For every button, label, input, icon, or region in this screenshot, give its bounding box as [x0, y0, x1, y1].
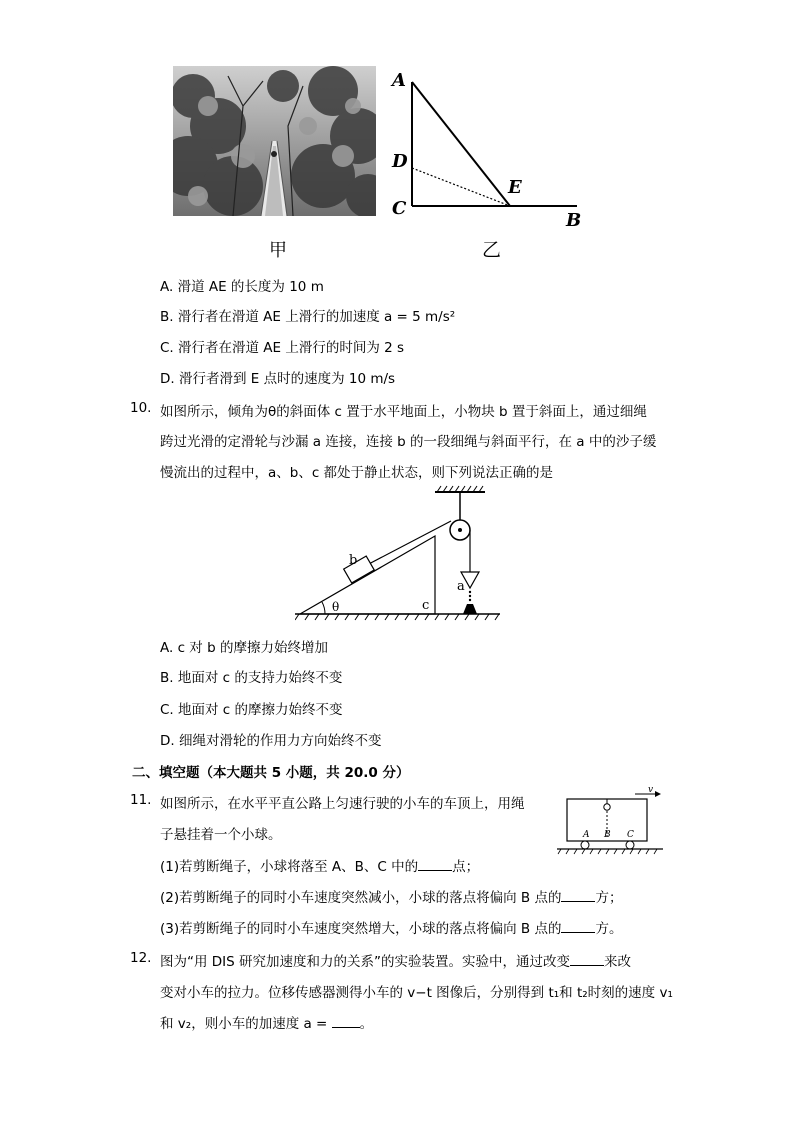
q11-sub-3: (3)若剪断绳子的同时小车速度突然增大，小球的落点将偏向 B 点的 方。	[160, 921, 623, 937]
q9-option-c: C. 滑行者在滑道 AE 上滑行的时间为 2 s	[160, 340, 405, 356]
photo-slide-figure	[173, 66, 376, 216]
figure-label-yi: 乙	[482, 239, 502, 261]
cart-figure	[555, 784, 665, 856]
q12-line-2: 变对小车的拉力。位移传感器测得小车的 v−t 图像后，分别得到 t₁和 t₂时刻的速度 v₁	[160, 985, 673, 1001]
label-c: c	[422, 598, 430, 613]
q12-line-1: 图为“用 DIS 研究加速度和力的关系”的实验装置。实验中，通过改变 来改	[160, 954, 632, 970]
figure-label-jia: 甲	[269, 240, 287, 261]
q10-number: 10.	[130, 400, 152, 416]
label-a: a	[457, 579, 465, 594]
q10-option-a: A. c 对 b 的摩擦力始终增加	[160, 640, 328, 656]
q10-line-2: 跨过光滑的定滑轮与沙漏 a 连接，连接 b 的一段细绳与斜面平行，在 a 中的沙子缓	[160, 434, 657, 450]
q11-number: 11.	[130, 792, 152, 808]
incline-pulley-figure	[295, 484, 505, 624]
q11-sub-2: (2)若剪断绳子的同时小车速度突然减小，小球的落点将偏向 B 点的 方；	[160, 890, 623, 906]
label-b: b	[349, 553, 358, 568]
answer-blank-3[interactable]	[561, 920, 595, 933]
point-label-a: A	[392, 70, 406, 91]
point-label-e: E	[508, 177, 522, 198]
slide-geometry-figure	[385, 60, 595, 265]
label-theta: θ	[332, 600, 340, 614]
section-title: 二、填空题（本大题共 5 小题，共 20.0 分）	[132, 765, 410, 781]
q10-option-d: D. 细绳对滑轮的作用力方向始终不变	[160, 733, 382, 749]
point-label-b: B	[566, 210, 582, 231]
answer-blank-2[interactable]	[561, 889, 595, 902]
q10-option-b: B. 地面对 c 的支持力始终不变	[160, 670, 343, 686]
q9-option-b: B. 滑行者在滑道 AE 上滑行的加速度 a = 5 m/s²	[160, 309, 456, 325]
q9-option-d: D. 滑行者滑到 E 点时的速度为 10 m/s	[160, 371, 396, 387]
q10-option-c: C. 地面对 c 的摩擦力始终不变	[160, 702, 343, 718]
q12-number: 12.	[130, 950, 152, 966]
label-v: v	[648, 785, 654, 795]
answer-blank-4[interactable]	[570, 953, 604, 966]
q11-line-1: 如图所示，在水平平直公路上匀速行驶的小车的车顶上，用绳	[160, 796, 525, 812]
answer-blank-1[interactable]	[418, 858, 452, 871]
point-label-c: C	[392, 198, 407, 219]
q10-line-3: 慢流出的过程中，a、b、c 都处于静止状态，则下列说法正确的是	[160, 465, 554, 481]
label-b-point: B	[604, 830, 611, 840]
point-label-d: D	[392, 151, 408, 172]
q11-line-2: 子悬挂着一个小球。	[160, 827, 282, 843]
q9-option-a: A. 滑道 AE 的长度为 10 m	[160, 279, 324, 295]
q11-sub-1: (1)若剪断绳子，小球将落至 A、B、C 中的 点；	[160, 859, 480, 875]
q10-line-1: 如图所示，倾角为θ的斜面体 c 置于水平地面上，小物块 b 置于斜面上，通过细绳	[160, 404, 647, 420]
answer-blank-5[interactable]	[332, 1015, 360, 1028]
label-c-point: C	[627, 830, 634, 840]
q12-line-3: 和 v₂，则小车的加速度 a = 。	[160, 1016, 374, 1032]
label-a-point: A	[583, 830, 590, 840]
